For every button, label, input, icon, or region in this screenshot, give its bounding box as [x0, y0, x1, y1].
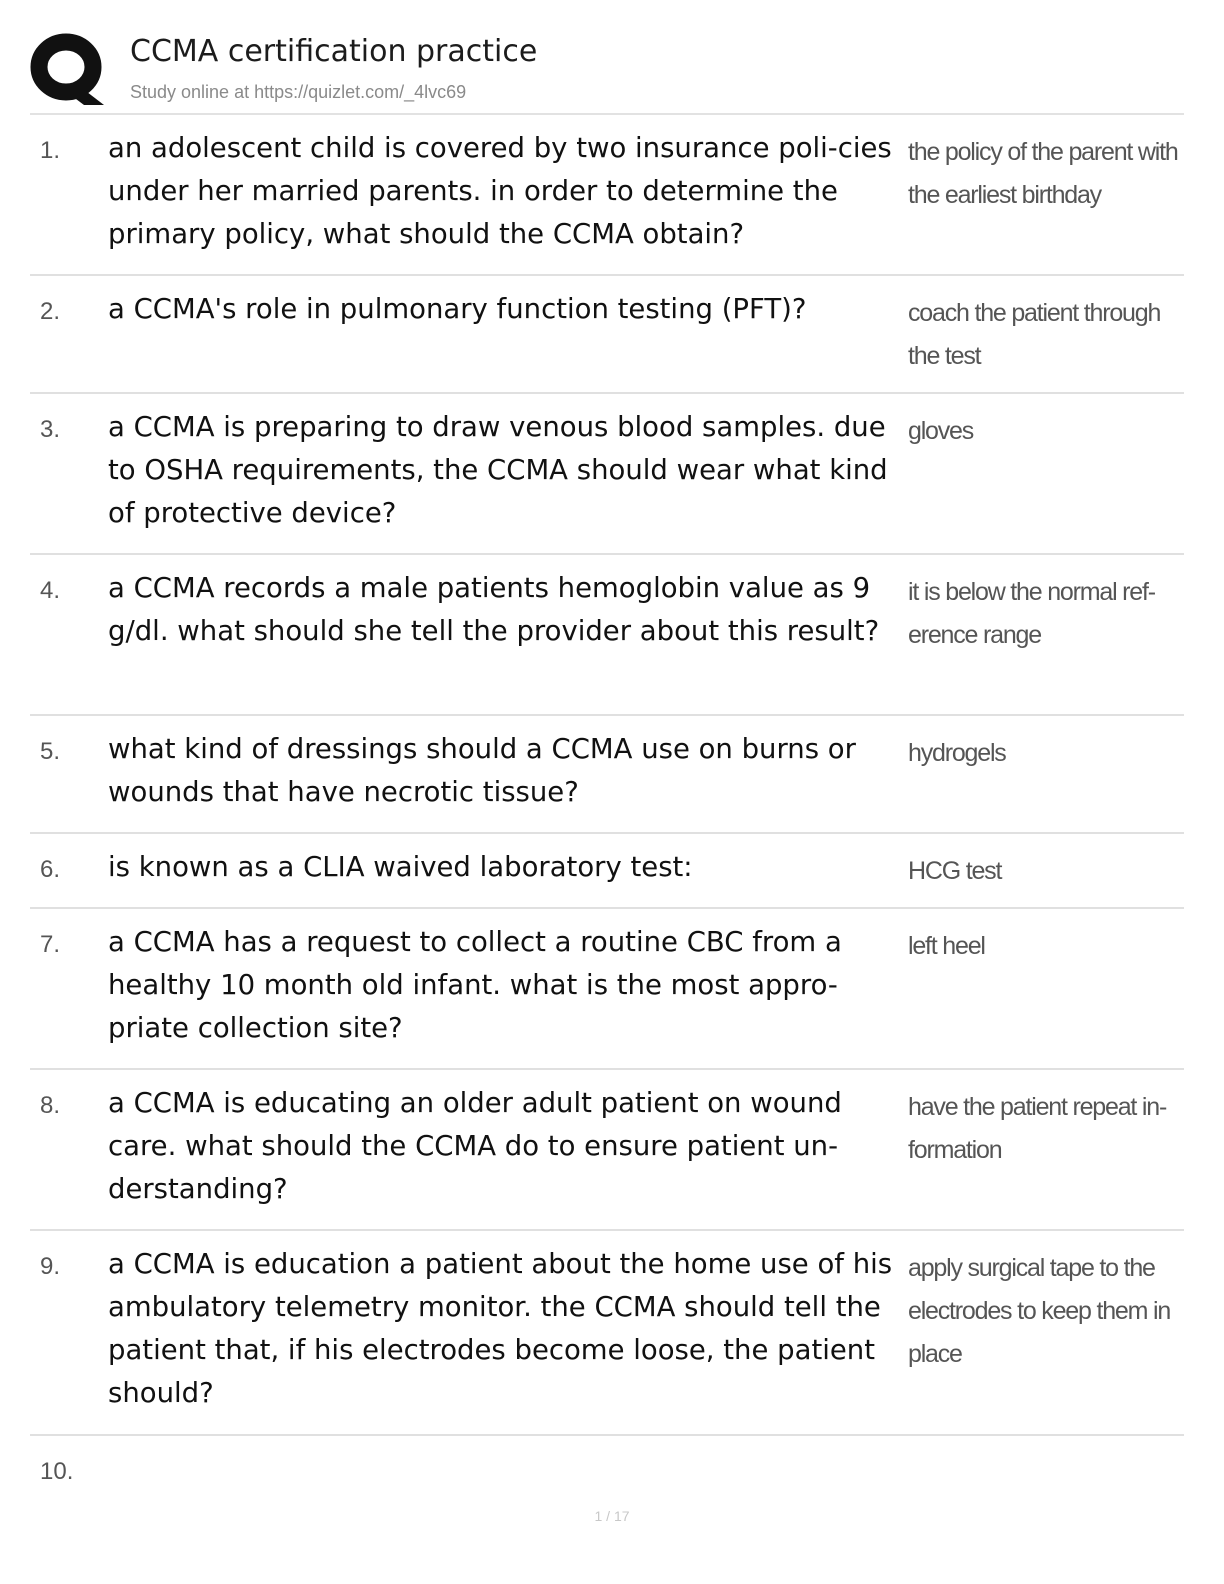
card-number: 6. — [40, 856, 61, 883]
card-number: 5. — [40, 738, 61, 765]
card-term: a CCMA records a male patients hemoglobin value as 9 g/dl. what should she tell the provider about this result? — [108, 572, 880, 647]
flashcard-row — [30, 909, 1184, 1070]
card-term: a CCMA is preparing to draw venous blood samples. due to OSHA requirements, the CCMA should wear what kind of protective device? — [108, 411, 888, 529]
card-definition: have the patient repeat in-formation — [908, 1093, 1167, 1164]
card-number: 9. — [40, 1253, 61, 1280]
flashcard-row — [30, 716, 1184, 834]
flashcard-row — [30, 1231, 1184, 1436]
card-definition: it is below the normal ref-erence range — [908, 578, 1155, 649]
flashcard-row — [30, 276, 1184, 394]
flashcard-row — [30, 115, 1184, 276]
card-number: 4. — [40, 577, 61, 604]
card-term: is known as a CLIA waived laboratory test: — [108, 851, 693, 883]
flashcard-row — [30, 1070, 1184, 1231]
card-definition: hydrogels — [908, 739, 1006, 767]
card-term: a CCMA has a request to collect a routine CBC from a healthy 10 month old infant. what is the most appro-priate collection site? — [108, 926, 842, 1044]
card-definition: left heel — [908, 932, 985, 960]
page-header — [30, 28, 1184, 112]
card-term: a CCMA's role in pulmonary function testing (PFT)? — [108, 293, 807, 325]
flashcard-row — [30, 555, 1184, 716]
page-number: 1 / 17 — [594, 1508, 630, 1524]
quizlet-logo-icon — [30, 30, 106, 106]
card-term: what kind of dressings should a CCMA use on burns or wounds that have necrotic tissue? — [108, 733, 856, 808]
card-definition: apply surgical tape to the electrodes to keep them in place — [908, 1254, 1171, 1368]
card-number: 1. — [40, 137, 61, 164]
flashcard-row — [30, 394, 1184, 555]
card-definition: the policy of the parent with the earliest birthday — [908, 138, 1178, 209]
card-number: 10. — [40, 1458, 74, 1485]
card-number: 2. — [40, 298, 61, 325]
document-title: CCMA certification practice — [130, 34, 538, 69]
card-number: 3. — [40, 416, 61, 443]
card-term: an adolescent child is covered by two insurance poli-cies under her married parents. in order to determine the primary policy, what should the CCMA obtain? — [108, 132, 892, 250]
card-definition: coach the patient through the test — [908, 299, 1161, 370]
flashcard-row — [30, 834, 1184, 909]
card-definition: gloves — [908, 417, 974, 445]
card-number: 7. — [40, 931, 61, 958]
card-definition: HCG test — [908, 857, 1002, 885]
card-term: a CCMA is education a patient about the home use of his ambulatory telemetry monitor. the CCMA should tell the patient that, if his electrodes become loose, the patient should? — [108, 1248, 893, 1409]
flashcard-row — [30, 1436, 1184, 1506]
study-link-text: Study online at https://quizlet.com/_4lvc69 — [130, 82, 467, 102]
card-number: 8. — [40, 1092, 61, 1119]
card-term: a CCMA is educating an older adult patient on wound care. what should the CCMA do to ensure patient un-derstanding? — [108, 1087, 842, 1205]
